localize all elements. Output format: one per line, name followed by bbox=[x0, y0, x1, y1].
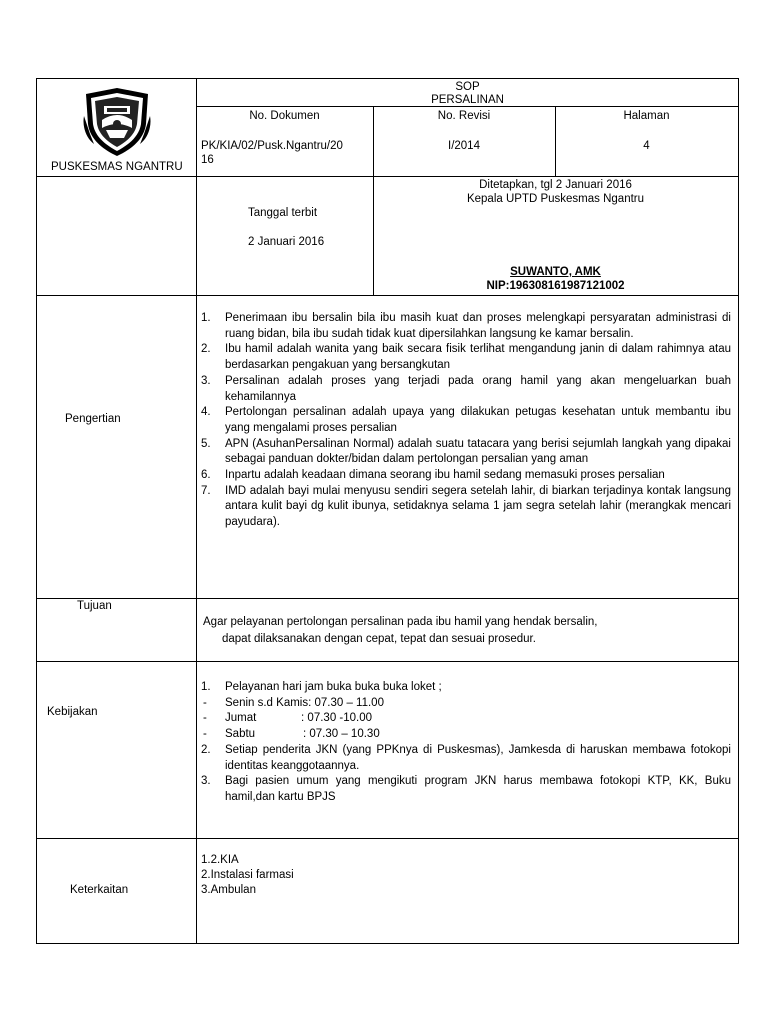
revision-label: No. Revisi bbox=[437, 110, 491, 122]
list-item-number: 3. bbox=[201, 374, 211, 387]
table-line-pengertian-bottom bbox=[36, 598, 739, 599]
table-border-top bbox=[36, 78, 739, 79]
page-label: Halaman bbox=[623, 110, 670, 122]
doc-number-line2: 16 bbox=[201, 154, 214, 166]
list-item-number: 4. bbox=[201, 406, 211, 419]
hours-text: Sabtu : 07.30 – 10.30 bbox=[225, 728, 380, 741]
keterkaitan-item-3: 3.Ambulan bbox=[201, 884, 256, 896]
list-item-text: Bagi pasien umum yang mengikuti program JKN harus membawa fotokopi KTP, KK, Buku hamil,dan kartu BPJS bbox=[225, 775, 731, 803]
table-line-issue-bottom bbox=[36, 295, 739, 296]
table-border-bottom bbox=[36, 943, 739, 944]
list-item-number: 5. bbox=[201, 437, 211, 450]
list-item bbox=[201, 468, 731, 484]
table-border-left bbox=[36, 78, 37, 944]
list-item-text: APN (AsuhanPersalinan Normal) adalah suatu tatacara yang berisi sejumlah langkah yang dipakai sebagai panduan dokter/bidan dalam pertolongan persalian yang aman bbox=[225, 437, 731, 466]
list-item-text: Setiap penderita JKN (yang PPKnya di Puskesmas), Jamkesda di haruskan membawa fotokopi identitas keanggotaannya. bbox=[225, 743, 731, 772]
list-item bbox=[201, 743, 731, 774]
list-item bbox=[201, 774, 731, 805]
pengertian-list bbox=[201, 311, 731, 531]
hours-row bbox=[201, 727, 731, 743]
list-item-text: IMD adalah bayi mulai menyusu sendiri segera setelah lahir, di biarkan terjadinya kontak langsung antara kulit bayi dg kulit ibunya, setidaknya selama 1 jam segra setelah lahir (merangkak mencari payudara). bbox=[225, 484, 731, 529]
set-by-line1: Ditetapkan, tgl 2 Januari 2016 bbox=[479, 179, 632, 191]
table-line-kebijakan-bottom bbox=[36, 838, 739, 839]
list-item bbox=[201, 342, 731, 373]
list-item-text: Pelayanan hari jam buka buka buka loket ; bbox=[225, 681, 442, 693]
list-item-number: 2. bbox=[201, 343, 211, 356]
list-item bbox=[201, 484, 731, 531]
table-column-divider bbox=[196, 78, 197, 944]
hours-dash: - bbox=[203, 696, 207, 709]
hours-row bbox=[201, 711, 731, 727]
list-item bbox=[201, 680, 731, 696]
tujuan-line1: Agar pelayanan pertolongan persalinan pada ibu hamil yang hendak bersalin, bbox=[203, 616, 598, 628]
list-item bbox=[201, 405, 731, 436]
revision-value: I/2014 bbox=[448, 140, 480, 152]
hours-dash: - bbox=[203, 728, 207, 741]
hours-row bbox=[201, 696, 731, 712]
list-item-number: 3. bbox=[201, 775, 211, 788]
set-by-line2: Kepala UPTD Puskesmas Ngantru bbox=[466, 193, 645, 205]
issue-date-label: Tanggal terbit bbox=[248, 207, 318, 219]
signer-name: SUWANTO, AMK bbox=[510, 266, 601, 278]
table-line-header-bottom bbox=[36, 176, 739, 177]
list-item-number: 6. bbox=[201, 469, 211, 482]
list-item-text: Pertolongan persalinan adalah upaya yang dilakukan petugas kesehatan untuk membantu ibu yang mengalami proses persalian bbox=[225, 406, 731, 434]
tujuan-label: Tujuan bbox=[77, 600, 112, 612]
keterkaitan-item-2: 2.Instalasi farmasi bbox=[201, 869, 294, 881]
list-item-number: 1. bbox=[201, 312, 211, 324]
list-item-number: 1. bbox=[201, 681, 211, 693]
hours-dash: - bbox=[203, 712, 207, 725]
list-item-number: 2. bbox=[201, 743, 211, 756]
list-item-text: Ibu hamil adalah wanita yang baik secara fisik terlihat mengandung janin di dalam rahimnya atau berdasarkan pengakuan yang bersangkutan bbox=[225, 343, 731, 372]
kebijakan-label: Kebijakan bbox=[47, 706, 98, 718]
hours-text: Senin s.d Kamis: 07.30 – 11.00 bbox=[225, 696, 384, 709]
keterkaitan-item-1: 1.2.KIA bbox=[201, 854, 239, 866]
keterkaitan-label: Keterkaitan bbox=[70, 884, 129, 896]
doc-number-line1: PK/KIA/02/Pusk.Ngantru/20 bbox=[201, 140, 343, 152]
institution-name: PUSKESMAS NGANTRU bbox=[51, 161, 183, 173]
pengertian-label: Pengertian bbox=[65, 413, 121, 425]
regional-emblem-logo bbox=[80, 86, 154, 158]
sop-label: SOP bbox=[455, 81, 480, 93]
list-item bbox=[201, 311, 731, 342]
doc-number-label: No. Dokumen bbox=[249, 110, 320, 122]
list-item bbox=[201, 374, 731, 405]
tujuan-line2: dapat dilaksanakan dengan cepat, tepat dan sesuai prosedur. bbox=[222, 633, 536, 645]
signer-nip: NIP:196308161987121002 bbox=[486, 280, 625, 292]
list-item-text: Penerimaan ibu bersalin bila ibu masih kuat dan proses melengkapi persyaratan administrasi di ruang bidan, bila ibu sudah tidak kuat dipersilahkan langsung ke kamar bersalin. bbox=[225, 312, 731, 340]
kebijakan-list bbox=[201, 680, 731, 806]
list-item bbox=[201, 437, 731, 468]
list-item-text: Persalinan adalah proses yang terjadi pada orang hamil yang akan mengeluarkan buah kehamilannya bbox=[225, 374, 731, 403]
list-item-number: 7. bbox=[201, 484, 211, 497]
list-item-text: Inpartu adalah keadaan dimana seorang ibu hamil sedang memasuki proses persalian bbox=[225, 469, 665, 482]
table-line-tujuan-bottom bbox=[36, 661, 739, 662]
issue-date-value: 2 Januari 2016 bbox=[248, 236, 325, 248]
hours-text: Jumat : 07.30 -10.00 bbox=[225, 712, 373, 725]
sop-title: PERSALINAN bbox=[431, 94, 504, 106]
table-border-right bbox=[738, 78, 739, 944]
page-value: 4 bbox=[643, 140, 650, 152]
